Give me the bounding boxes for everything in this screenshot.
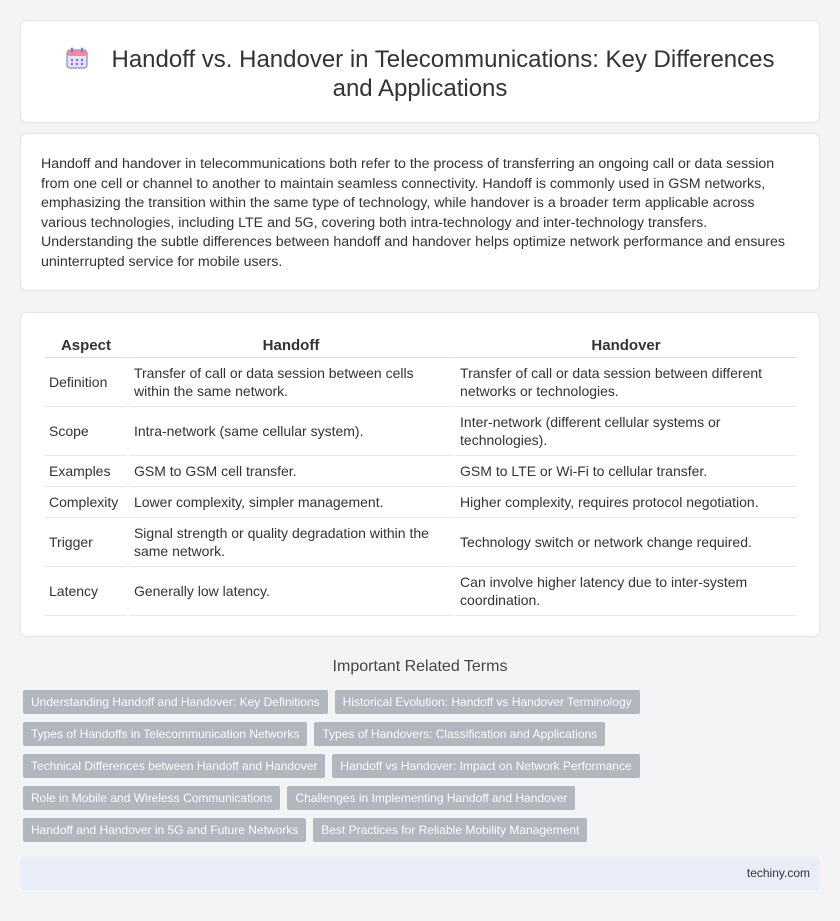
table-header-row — [45, 335, 797, 358]
related-tag[interactable]: Understanding Handoff and Handover: Key Definitions — [23, 690, 328, 714]
table-row — [45, 567, 797, 616]
header-aspect: Aspect — [45, 335, 127, 358]
row-handoff: Signal strength or quality degradation within the same network. — [129, 518, 453, 567]
related-tag[interactable]: Handoff and Handover in 5G and Future Networks — [23, 818, 306, 842]
calendar-icon — [65, 46, 89, 70]
tag-row — [23, 818, 823, 842]
title-card — [20, 20, 820, 123]
page-title-wrap — [61, 45, 779, 103]
related-tag[interactable]: Types of Handoffs in Telecommunication Networks — [23, 722, 307, 746]
comparison-table — [43, 335, 799, 616]
table-row — [45, 518, 797, 567]
row-handoff: Transfer of call or data session between cells within the same network. — [129, 358, 453, 407]
tag-row — [23, 722, 823, 746]
related-tag[interactable]: Challenges in Implementing Handoff and Handover — [287, 786, 575, 810]
intro-card — [20, 133, 820, 291]
tag-row — [23, 786, 823, 810]
row-handoff: Intra-network (same cellular system). — [129, 407, 453, 456]
page-title: Handoff vs. Handover in Telecommunications: Key Differences and Applications — [111, 46, 775, 102]
row-handover: Inter-network (different cellular systems or technologies). — [455, 407, 797, 456]
row-handover: Transfer of call or data session between different networks or technologies. — [455, 358, 797, 407]
header-handoff: Handoff — [129, 335, 453, 358]
row-aspect: Scope — [45, 407, 127, 456]
related-tag[interactable]: Historical Evolution: Handoff vs Handover Terminology — [335, 690, 640, 714]
row-aspect: Trigger — [45, 518, 127, 567]
table-row — [45, 487, 797, 518]
related-tag[interactable]: Handoff vs Handover: Impact on Network Performance — [332, 754, 639, 778]
header-handover: Handover — [455, 335, 797, 358]
row-handoff: Lower complexity, simpler management. — [129, 487, 453, 518]
row-aspect: Definition — [45, 358, 127, 407]
related-tag[interactable]: Types of Handovers: Classification and Applications — [314, 722, 605, 746]
table-row — [45, 407, 797, 456]
row-aspect: Latency — [45, 567, 127, 616]
related-tag[interactable]: Technical Differences between Handoff and Handover — [23, 754, 325, 778]
related-terms-title: Important Related Terms — [332, 658, 508, 675]
row-handoff: GSM to GSM cell transfer. — [129, 456, 453, 487]
row-handover: GSM to LTE or Wi-Fi to cellular transfer. — [455, 456, 797, 487]
tag-row — [23, 754, 823, 778]
row-handoff: Generally low latency. — [129, 567, 453, 616]
intro-paragraph: Handoff and handover in telecommunications both refer to the process of transferring an ongoing call or data session from one cell or channel to another to maintain seamless connectivity. Handoff is commonly used in GSM networks, emphasizing the transition within the same type of technology, while handover is a broader term applicable across various technologies, including LTE and 5G, covering both intra-technology and inter-technology transfers. Understanding the subtle differences between handoff and handover helps optimize network performance and ensures uninterrupted service for mobile users. — [41, 156, 786, 270]
row-handover: Technology switch or network change required. — [455, 518, 797, 567]
related-tag[interactable]: Best Practices for Reliable Mobility Management — [313, 818, 587, 842]
footer-brand[interactable]: techiny.com — [746, 866, 810, 880]
related-tag[interactable]: Role in Mobile and Wireless Communications — [23, 786, 280, 810]
tag-row — [23, 690, 823, 714]
row-handover: Higher complexity, requires protocol negotiation. — [455, 487, 797, 518]
table-row — [45, 456, 797, 487]
comparison-card — [20, 312, 820, 637]
footer — [20, 857, 820, 890]
table-row — [45, 358, 797, 407]
related-terms — [23, 690, 823, 850]
row-aspect: Examples — [45, 456, 127, 487]
row-aspect: Complexity — [45, 487, 127, 518]
row-handover: Can involve higher latency due to inter-system coordination. — [455, 567, 797, 616]
